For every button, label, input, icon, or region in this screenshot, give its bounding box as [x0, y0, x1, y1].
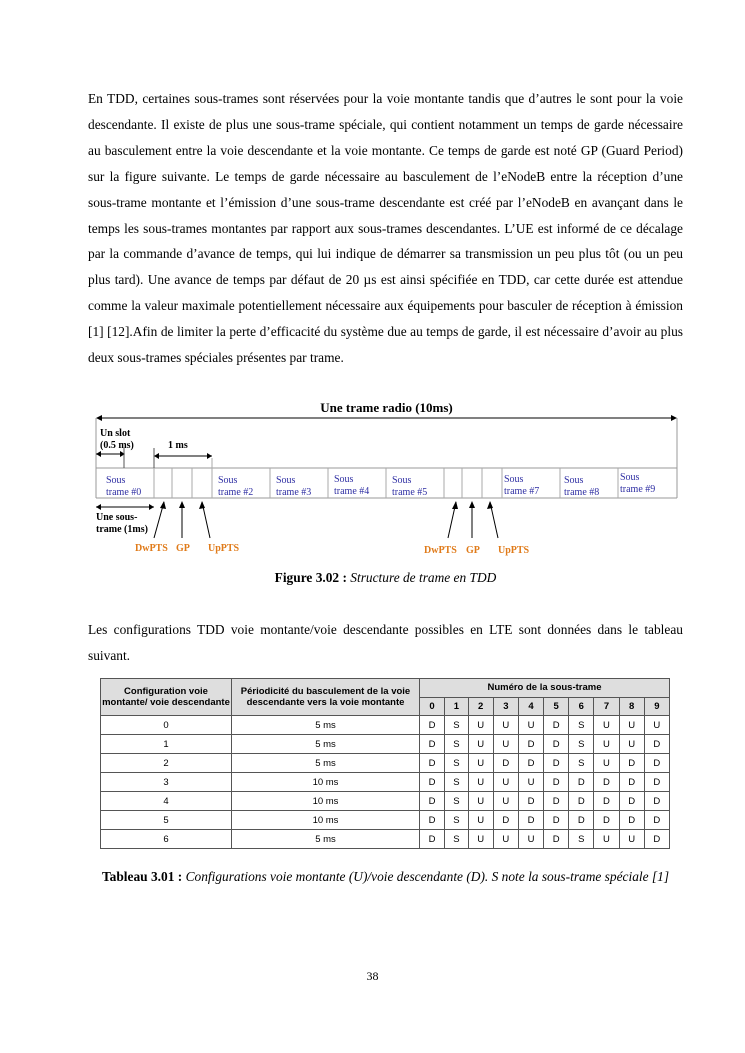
- subframe-cell: U: [468, 754, 493, 773]
- figure-caption: [88, 565, 683, 590]
- subframe-cell: S: [569, 716, 594, 735]
- subframe-cell: U: [493, 773, 518, 792]
- sous-label: Sous: [276, 475, 296, 486]
- config-cell: 2: [101, 754, 232, 773]
- figure-caption-text: Structure de trame en TDD: [350, 570, 497, 585]
- subframe-duration: trame (1ms): [96, 524, 148, 535]
- table-intro-paragraph: Les configurations TDD voie montante/voie descendante possibles en LTE sont données dans le tableau suivant.: [88, 622, 683, 663]
- slot-label: Un slot: [100, 428, 131, 439]
- subframe-cell: S: [445, 716, 468, 735]
- subframe-cell: U: [518, 716, 543, 735]
- period-cell: 5 ms: [232, 830, 420, 849]
- subframe-number-header: 0: [420, 697, 445, 716]
- period-cell: 5 ms: [232, 716, 420, 735]
- subframe-cell: U: [493, 716, 518, 735]
- ms-label: 1 ms: [168, 440, 188, 451]
- subframe-cell: U: [493, 830, 518, 849]
- subframe-cell: D: [420, 773, 445, 792]
- subframe-cell: U: [468, 716, 493, 735]
- subframe-number-header: 3: [493, 697, 518, 716]
- subframe-cell: D: [518, 792, 543, 811]
- trame3-label: trame #3: [276, 487, 312, 498]
- subframe-cell: D: [619, 773, 644, 792]
- period-cell: 5 ms: [232, 735, 420, 754]
- subframe-number-header: 2: [468, 697, 493, 716]
- frame-diagram: [94, 398, 679, 558]
- dwpts-label: DwPTS: [424, 545, 457, 556]
- subframe-cell: D: [544, 811, 569, 830]
- trame9-label: trame #9: [620, 484, 656, 495]
- subframe-cell: D: [619, 811, 644, 830]
- subframe-cell: S: [445, 754, 468, 773]
- subframe-cell: S: [445, 773, 468, 792]
- subframe-number-header: 7: [594, 697, 619, 716]
- subframe-cell: U: [468, 792, 493, 811]
- subframe-cell: U: [594, 735, 619, 754]
- table-row: [101, 716, 670, 735]
- subframe-cell: S: [445, 735, 468, 754]
- subframe-cell: D: [420, 792, 445, 811]
- subframe-cell: U: [594, 754, 619, 773]
- table-row: [101, 735, 670, 754]
- table-caption-text: Configurations voie montante (U)/voie descendante (D). S note la sous-trame spéciale [1]: [185, 869, 670, 884]
- slot-duration: (0.5 ms): [100, 440, 134, 451]
- subframe-number-header: 8: [619, 697, 644, 716]
- subframe-number-header: 5: [544, 697, 569, 716]
- subframe-cell: D: [644, 830, 669, 849]
- table-row: [101, 754, 670, 773]
- subframe-cell: D: [644, 773, 669, 792]
- page-number: 38: [366, 969, 379, 983]
- table-caption: [88, 864, 683, 889]
- subframe-cell: D: [493, 811, 518, 830]
- subframe-cell: D: [518, 735, 543, 754]
- subframe-cell: U: [518, 830, 543, 849]
- period-cell: 10 ms: [232, 773, 420, 792]
- subframe-number-header: 9: [644, 697, 669, 716]
- sous-label: Sous: [620, 472, 640, 483]
- subframe-number-header: 1: [445, 697, 468, 716]
- subframe-cell: D: [544, 754, 569, 773]
- gp-label: GP: [176, 543, 190, 554]
- subframe-cell: D: [544, 773, 569, 792]
- subframe-cell: D: [544, 792, 569, 811]
- subframe-cell: D: [544, 716, 569, 735]
- subframe-cell: D: [644, 735, 669, 754]
- trame2-label: trame #2: [218, 487, 254, 498]
- table-row: [101, 792, 670, 811]
- figure-title: Une trame radio (10ms): [320, 400, 453, 415]
- subframe-cell: D: [569, 811, 594, 830]
- uppts-label: UpPTS: [498, 545, 530, 556]
- table-row: [101, 830, 670, 849]
- config-cell: 5: [101, 811, 232, 830]
- period-cell: 5 ms: [232, 754, 420, 773]
- header-subframe: Numéro de la sous-trame: [420, 679, 670, 698]
- subframe-cell: U: [468, 773, 493, 792]
- config-cell: 0: [101, 716, 232, 735]
- config-cell: 1: [101, 735, 232, 754]
- trame8-label: trame #8: [564, 487, 600, 498]
- subframe-number-header: 4: [518, 697, 543, 716]
- subframe-cell: D: [644, 754, 669, 773]
- subframe-cell: U: [468, 811, 493, 830]
- subframe-cell: S: [445, 792, 468, 811]
- subframe-cell: D: [493, 754, 518, 773]
- period-cell: 10 ms: [232, 792, 420, 811]
- config-cell: 3: [101, 773, 232, 792]
- subframe-cell: U: [468, 735, 493, 754]
- subframe-cell: D: [420, 811, 445, 830]
- subframe-cell: D: [569, 773, 594, 792]
- sous-label: Sous: [106, 475, 126, 486]
- subframe-cell: D: [569, 792, 594, 811]
- subframe-cell: D: [644, 792, 669, 811]
- subframe-cell: U: [619, 716, 644, 735]
- subframe-cell: U: [493, 735, 518, 754]
- intro-paragraph: En TDD, certaines sous-trames sont réservées pour la voie montante tandis que d’autres le sont pour la voie descendante. Il existe de plus une sous-trame spéciale, qui contient notamment un temps de garde nécessaire au basculement entre la voie descendante et la voie montante. Ce temps de garde est noté GP (Guard Period) sur la figure suivante. Le temps de garde nécessaire au basculement de l’eNodeB entre la réception d’une sous-trame montante et l’émission d’une sous-trame descendante est créé par l’eNodeB en avançant dans le temps les sous-trames montantes par rapport aux sous-trames descendantes. L’UE est informé de ce décalage par la commande d’avance de temps, qui lui indique de démarrer sa transmission un peu plus tôt (ou un peu plus tard). Une avance de temps par défaut de 20 µs est ainsi spécifiée en TDD, car cette durée est attendue comme la valeur maximale potentiellement nécessaire aux équipements pour basculer de réception à émission [1] [12].Afin de limiter la perte d’efficacité du système due au temps de garde, il est nécessaire d’avoir au plus deux sous-trames spéciales présentes par trame.: [88, 91, 683, 366]
- subframe-cell: D: [544, 735, 569, 754]
- subframe-cell: D: [420, 735, 445, 754]
- subframe-cell: S: [445, 811, 468, 830]
- subframe-cell: D: [594, 792, 619, 811]
- sous-label: Sous: [218, 475, 238, 486]
- subframe-cell: D: [594, 811, 619, 830]
- subframe-cell: U: [594, 830, 619, 849]
- sous-label: Sous: [334, 474, 354, 485]
- subframe-cell: D: [544, 830, 569, 849]
- subframe-cell: S: [445, 830, 468, 849]
- subframe-cell: D: [420, 830, 445, 849]
- subframe-cell: U: [468, 830, 493, 849]
- sous-label: Sous: [392, 475, 412, 486]
- trame5-label: trame #5: [392, 487, 428, 498]
- subframe-cell: S: [569, 735, 594, 754]
- sous-label: Sous: [564, 475, 584, 486]
- subframe-number-header: 6: [569, 697, 594, 716]
- table-row: [101, 811, 670, 830]
- period-cell: 10 ms: [232, 811, 420, 830]
- subframe-cell: D: [518, 811, 543, 830]
- subframe-cell: U: [619, 830, 644, 849]
- subframe-cell: D: [420, 716, 445, 735]
- uppts-label: UpPTS: [208, 543, 240, 554]
- header-config: Configuration voie montante/ voie descendante: [101, 679, 232, 716]
- subframe-cell: U: [594, 716, 619, 735]
- subframe-cell: D: [619, 792, 644, 811]
- subframe-cell: D: [594, 773, 619, 792]
- subframe-label: Une sous-: [96, 512, 138, 523]
- subframe-cell: U: [493, 792, 518, 811]
- gp-label: GP: [466, 545, 480, 556]
- table-row: [101, 773, 670, 792]
- figure-caption-label: Figure 3.02 :: [274, 570, 347, 585]
- subframe-cell: D: [518, 754, 543, 773]
- subframe-cell: U: [518, 773, 543, 792]
- subframe-cell: S: [569, 830, 594, 849]
- dwpts-label: DwPTS: [135, 543, 168, 554]
- config-cell: 4: [101, 792, 232, 811]
- trame0-label: trame #0: [106, 487, 142, 498]
- config-cell: 6: [101, 830, 232, 849]
- subframe-cell: U: [644, 716, 669, 735]
- tdd-config-table: [100, 678, 670, 849]
- subframe-cell: S: [569, 754, 594, 773]
- sous-label: Sous: [504, 474, 524, 485]
- subframe-cell: U: [619, 735, 644, 754]
- subframe-cell: D: [619, 754, 644, 773]
- table-caption-label: Tableau 3.01 :: [101, 869, 183, 884]
- tdd-frame-figure: [94, 398, 679, 558]
- subframe-cell: D: [420, 754, 445, 773]
- subframe-cell: D: [644, 811, 669, 830]
- trame7-label: trame #7: [504, 486, 540, 497]
- trame4-label: trame #4: [334, 486, 370, 497]
- header-period: Périodicité du basculement de la voie descendante vers la voie montante: [232, 679, 420, 716]
